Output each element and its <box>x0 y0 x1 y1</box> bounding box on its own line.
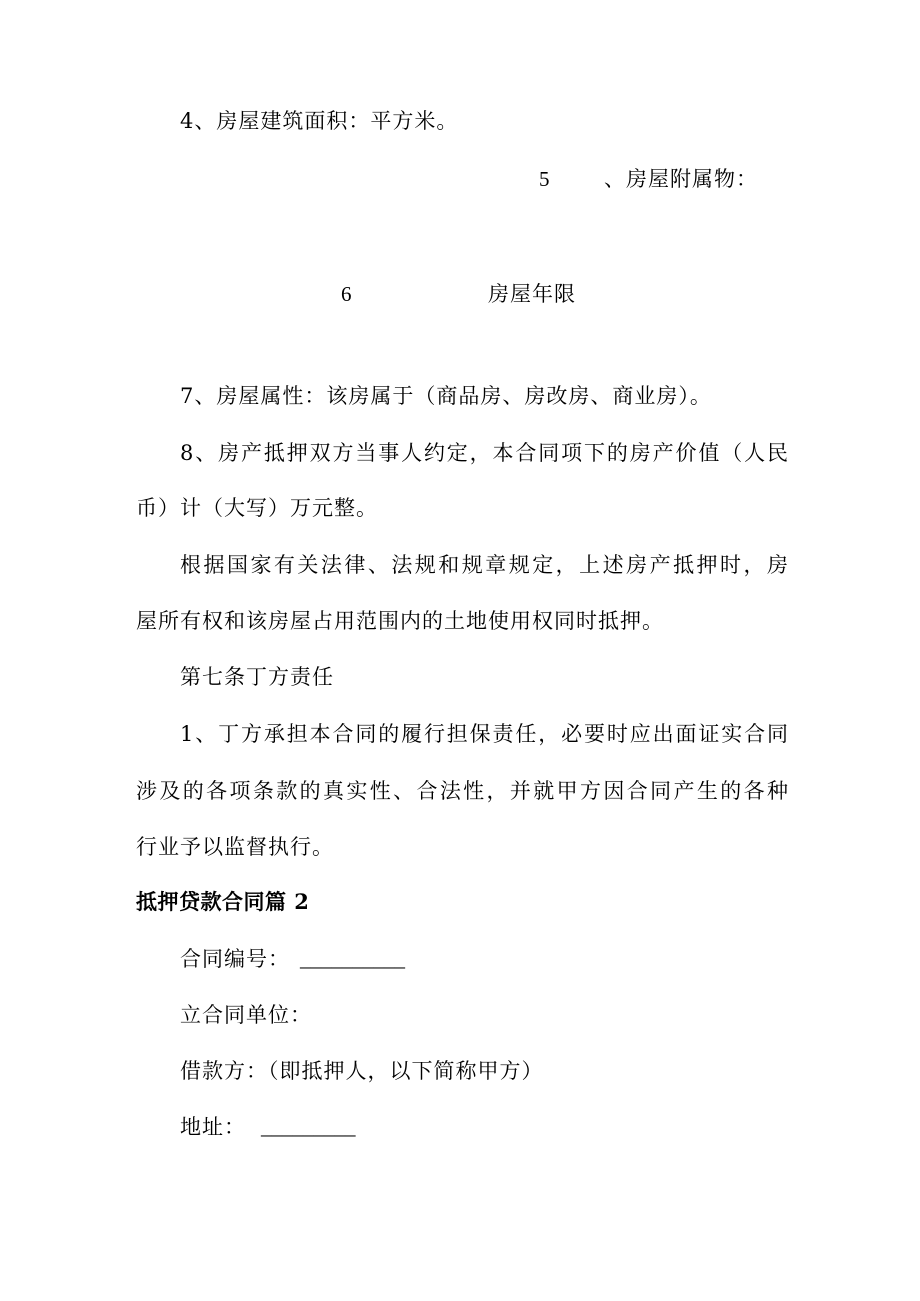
article-7-title: 第七条丁方责任 <box>180 665 334 689</box>
contract-no-label: 合同编号： <box>180 947 290 971</box>
section-2-title: 抵押贷款合同篇 2 <box>136 889 310 914</box>
address-label: 地址： <box>180 1115 246 1139</box>
contract-no-blank: __________ <box>300 947 405 971</box>
item-8-line-1: 8、房产抵押双方当事人约定，本合同项下的房产价值（人民 <box>180 441 789 465</box>
item-7: 7、房屋属性：该房属于（商品房、房改房、商业房）。 <box>180 384 712 408</box>
item-4: 4、房屋建筑面积：平方米。 <box>180 109 459 133</box>
item-5-text: 、房屋附属物： <box>604 167 758 191</box>
law-line-2: 屋所有权和该房屋占用范围内的土地使用权同时抵押。 <box>136 609 664 633</box>
borrower-label: 借款方：（即抵押人，以下简称甲方） <box>180 1059 544 1083</box>
item-5-number: 5 <box>539 167 551 191</box>
item-6-text: 房屋年限 <box>488 282 576 306</box>
item-6-number: 6 <box>341 282 353 306</box>
parties-label: 立合同单位： <box>180 1003 312 1027</box>
duty-1-line-2: 涉及的各项条款的真实性、合法性，并就甲方因合同产生的各种 <box>136 779 789 803</box>
address-blank: _________ <box>261 1115 356 1139</box>
duty-1-line-1: 1、丁方承担本合同的履行担保责任，必要时应出面证实合同 <box>180 722 789 746</box>
law-line-1: 根据国家有关法律、法规和规章规定，上述房产抵押时，房 <box>180 553 789 577</box>
duty-1-line-3: 行业予以监督执行。 <box>136 835 334 859</box>
item-8-line-2: 币）计（大写）万元整。 <box>136 496 378 520</box>
